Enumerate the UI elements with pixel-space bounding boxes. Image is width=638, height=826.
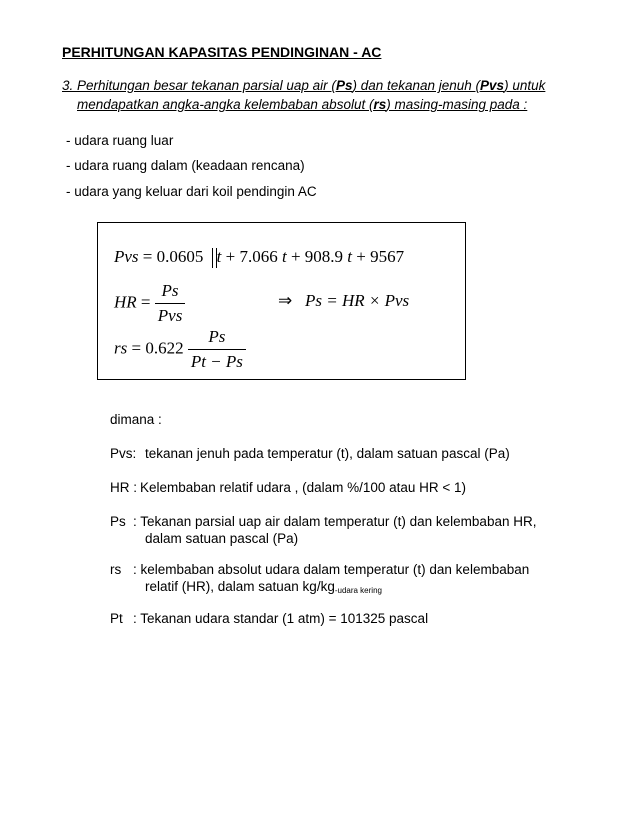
fraction-hr: $\frac{Ps}{\text{Pvs}}$ — [155, 281, 186, 326]
definition-label: Pvs: — [110, 446, 137, 461]
fraction-rs: $\frac{Ps}{Pt - Ps}$ — [188, 327, 246, 372]
definition-text: Kelembaban relatif udara , (dalam %/100 atau HR < 1) — [140, 480, 467, 495]
definition-text: : Tekanan parsial uap air dalam temperatur (t) dan kelembaban HR, — [133, 514, 537, 529]
definition-label: Ps — [110, 514, 126, 529]
where-label: dimana : — [110, 412, 162, 427]
formula-ps: ⇒ Ps = HR × Pvs — [278, 291, 410, 310]
definition-label: HR : — [110, 480, 137, 495]
definition-text: : Tekanan udara standar (1 atm) = 101325 pascal — [133, 611, 429, 626]
intro-line-1: 3. Perhitungan besar tekanan parsial uap air (Ps) dan tekanan jenuh (Pvs) untuk — [62, 78, 546, 93]
list-item: - udara yang keluar dari koil pendingin AC — [66, 184, 317, 199]
page-title: PERHITUNGAN KAPASITAS PENDINGINAN - AC — [62, 44, 382, 60]
implies-icon: ⇒ — [278, 291, 293, 310]
list-item: - udara ruang dalam (keadaan rencana) — [66, 158, 305, 173]
formula-pvs: Pvs = 0.0605 t + 7.066 t + 908.9 t + 9567 — [114, 247, 404, 268]
formula-hr: HR = $\frac{Ps}{\text{Pvs}}$ — [114, 281, 185, 326]
definition-text: : kelembaban absolut udara dalam temperatur (t) dan kelembaban — [133, 562, 530, 577]
definition-label: Pt — [110, 611, 123, 626]
formula-rs: rs = 0.622 $\frac{Ps}{Pt - Ps}$ — [114, 327, 246, 372]
definition-label: rs — [110, 562, 122, 577]
definition-text: tekanan jenuh pada temperatur (t), dalam satuan pascal (Pa) — [145, 446, 510, 461]
definition-text-cont: relatif (HR), dalam satuan $kg/kg_{-udara kering}$ — [145, 579, 382, 595]
intro-line-2: mendapatkan angka-angka kelembaban absolut (rs) masing-masing pada : — [77, 97, 528, 112]
definition-text-cont: dalam satuan pascal (Pa) — [145, 531, 299, 546]
formula-box — [97, 222, 466, 380]
list-item: - udara ruang luar — [66, 133, 174, 148]
